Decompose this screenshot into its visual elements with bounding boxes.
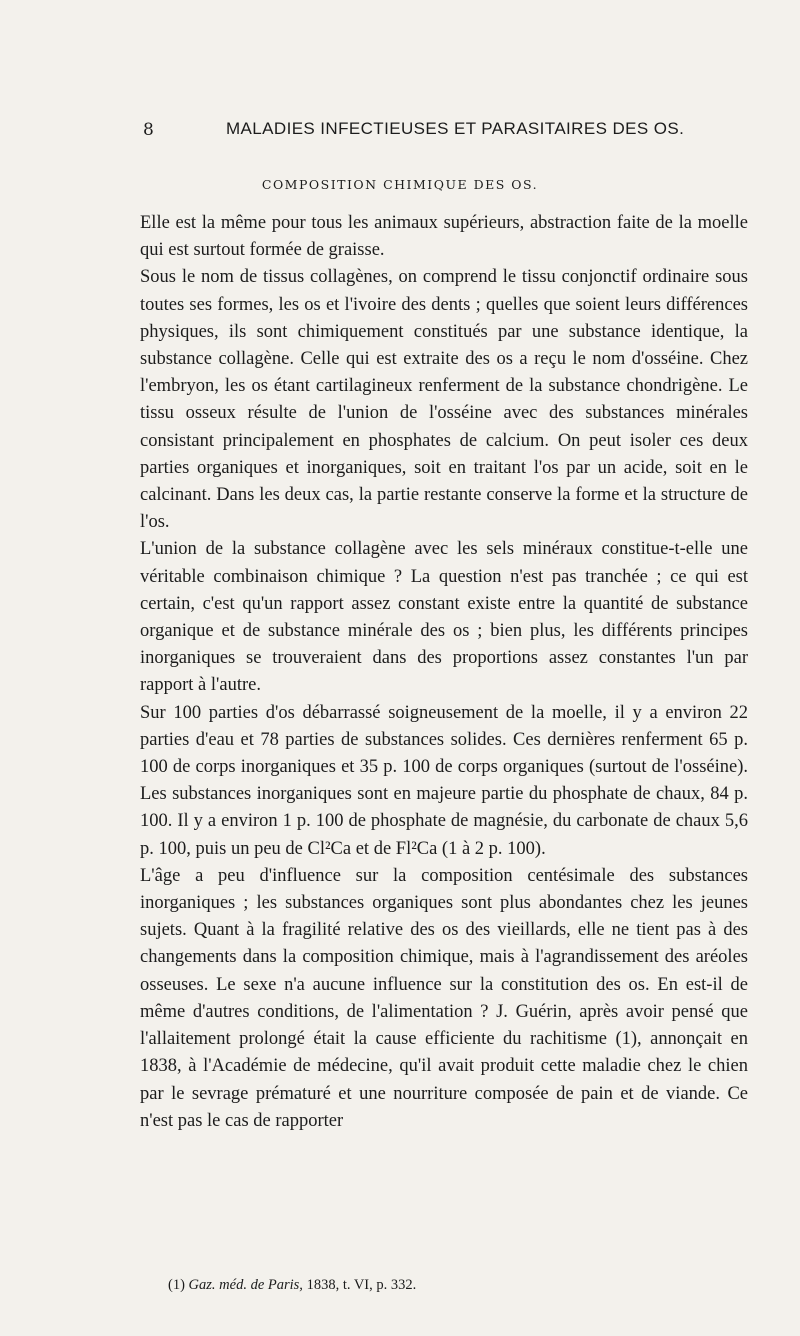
page-number: 8 bbox=[143, 120, 154, 140]
paragraph-3: L'union de la substance collagène avec les sels minéraux constitue-t-elle une véritable combinaison chimique ? La question n'est pas tranchée ; ce qui est certain, c'est qu'un rapport assez constant existe entre la quantité de substance organique et de substance minérale des os ; bien plus, les différents principes inorganiques se trouveraient dans des proportions assez constantes l'un par rapport à l'autre. bbox=[140, 539, 748, 696]
body-text bbox=[140, 210, 748, 1135]
footnote-source: Gaz. méd. de Paris, bbox=[188, 1277, 303, 1293]
paragraph-5: L'âge a peu d'influence sur la composition centésimale des substances inorganiques ; les substances organiques sont plus abondantes chez les jeunes sujets. Quant à la fragilité relative des os des vieillards, elle ne tient pas à des changements dans la composition chimique, mais à l'agrandissement des aréoles osseuses. Le sexe n'a aucune influence sur la constitution des os. En est-il de même d'autres conditions, de l'alimentation ? J. Guérin, après avoir pensé que l'allaitement prolongé était la cause efficiente du rachitisme (1), annonçait en 1838, à l'Académie de médecine, qu'il avait produit cette maladie chez le chien par le sevrage prématuré et une nourriture composée de pain et de viande. Ce n'est pas le cas de rapporter bbox=[140, 865, 748, 1131]
paragraph-4: Sur 100 parties d'os débarrassé soigneusement de la moelle, il y a environ 22 parties d'eau et 78 parties de substances solides. Ces dernières renferment 65 p. 100 de corps inorganiques et 35 p. 100 de corps organiques (surtout de l'osséine). Les substances inorganiques sont en majeure partie du phosphate de chaux, 84 p. 100. Il y a environ 1 p. 100 de phosphate de magnésie, du carbonate de chaux 5,6 p. 100, puis un peu de Cl²Ca et de Fl²Ca (1 à 2 p. 100). bbox=[140, 702, 748, 859]
section-title: COMPOSITION CHIMIQUE DES OS. bbox=[261, 177, 539, 192]
footnote-marker: (1) bbox=[168, 1277, 185, 1293]
paragraph-2: Sous le nom de tissus collagènes, on comprend le tissu conjonctif ordinaire sous toutes ses formes, les os et l'ivoire des dents ; quelles que soient leurs différences physiques, ils sont chimiquement constitués par une substance identique, la substance collagène. Celle qui est extraite des os a reçu le nom d'osséine. Chez l'embryon, les os étant cartilagineux renferment de la substance chondrigène. Le tissu osseux résulte de l'union de l'osséine avec des substances minérales consistant principalement en phosphates de calcium. On peut isoler ces deux parties organiques et inorganiques, soit en traitant l'os par un acide, soit en le calcinant. Dans les deux cas, la partie restante conserve la forme et la structure de l'os. bbox=[140, 267, 748, 533]
paragraph-1: Elle est la même pour tous les animaux supérieurs, abstraction faite de la moelle qui est surtout formée de graisse. bbox=[140, 213, 748, 261]
footnote bbox=[168, 1277, 416, 1294]
footnote-details: 1838, t. VI, p. 332. bbox=[306, 1277, 417, 1293]
running-title: MALADIES INFECTIEUSES ET PARASITAIRES DES OS. bbox=[226, 119, 685, 138]
